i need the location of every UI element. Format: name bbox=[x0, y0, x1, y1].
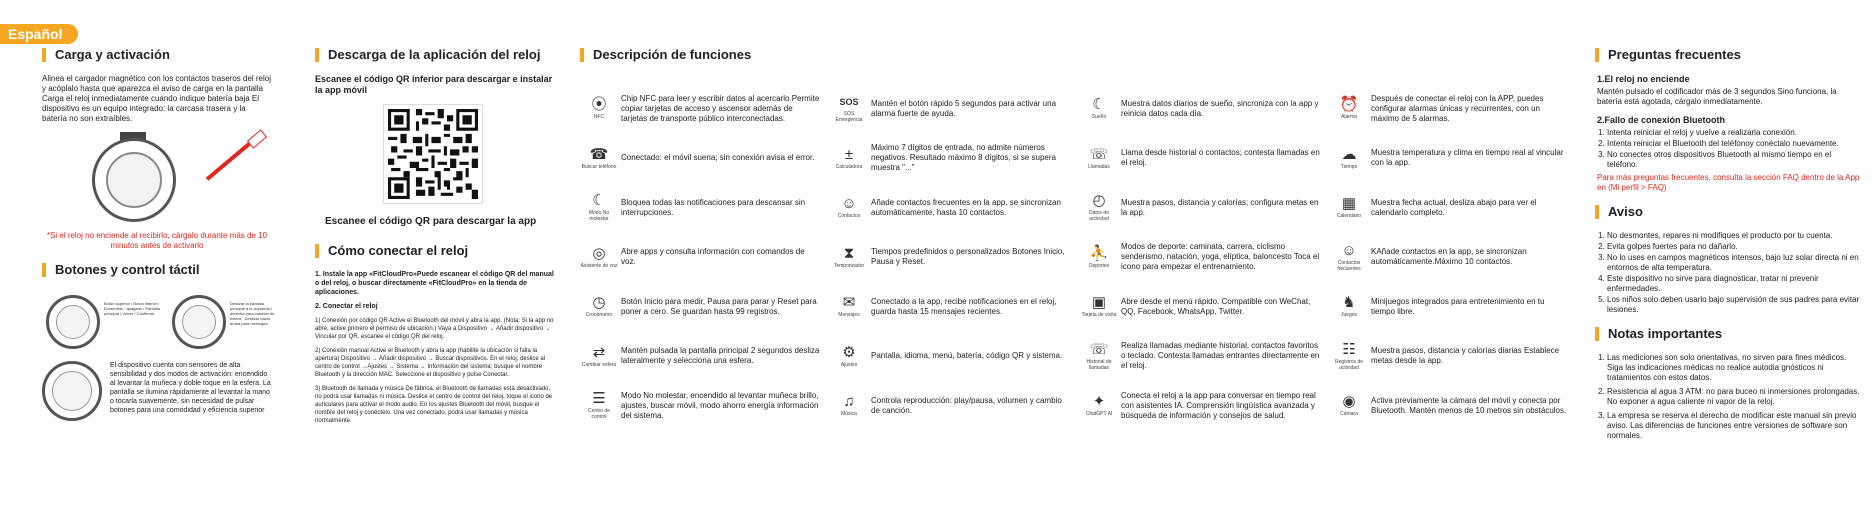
function-icon bbox=[830, 196, 868, 219]
function-glyph-icon: ☰ bbox=[592, 390, 606, 408]
function-icon bbox=[1330, 147, 1368, 170]
function-item bbox=[580, 332, 820, 382]
function-glyph-icon: ✉ bbox=[842, 294, 856, 312]
function-item bbox=[1080, 183, 1320, 233]
function-description: Realiza llamadas mediante historial, contactos favoritos o teclado. Contesta llamadas entrantes directamente en el reloj. bbox=[1121, 341, 1320, 371]
buttons-note-right: Deslizar la pantalla principal a la izquierda / derecha para cambiar de esfera · Deslizar hacia arriba para mensajes bbox=[230, 301, 275, 326]
list-item: 2. Evita golpes fuertes para no dañarlo. bbox=[1607, 242, 1860, 252]
function-description: Máximo 7 dígitos de entrada, no admite números negativos. Resultado máximo 8 dígitos, si se supera muestra "..." bbox=[871, 143, 1056, 173]
function-caption: Modo No molestar bbox=[588, 210, 610, 223]
function-glyph-icon: ☏ bbox=[1089, 340, 1109, 358]
function-glyph-icon: ⚙ bbox=[842, 343, 856, 361]
list-item: 3. No lo uses en campos magnéticos intensos, bajo luz solar directa ni en entornos de alta temperatura. bbox=[1607, 253, 1860, 273]
charging-text: Alinea el cargador magnético con los contactos traseros del reloj y acóplalo hasta que aparezca el aviso de carga en la pantalla Carga el reloj inmediatamente cuando indique batería baja El dispositivo es un equipo integrado: la carcasa trasera y la batería no son extraíbles. bbox=[42, 74, 272, 123]
function-glyph-icon: ☏ bbox=[1089, 145, 1109, 163]
function-item bbox=[1080, 84, 1320, 134]
function-item bbox=[830, 381, 1070, 431]
function-glyph-icon: ☁ bbox=[1341, 145, 1357, 163]
function-caption: Cámara bbox=[1340, 411, 1358, 418]
function-caption: Contactos frecuentes bbox=[1337, 259, 1361, 272]
connect-step1: 1. Instale la app «FitCloudPro»Puede escanear el código QR del manual o del reloj, o buscar directamente «FitCloudPro» en la tienda de aplicaciones. bbox=[315, 271, 554, 296]
function-icon bbox=[580, 391, 618, 420]
function-glyph-icon: ⏰ bbox=[1339, 96, 1359, 114]
connect-step2: 2. Conectar el reloj bbox=[315, 303, 378, 310]
function-item bbox=[830, 84, 1070, 134]
function-glyph-icon: ◉ bbox=[1342, 393, 1356, 411]
function-item bbox=[1330, 134, 1570, 184]
function-icon bbox=[1330, 196, 1368, 219]
function-description: Abre desde el menú rápido. Compatible con WeChat, QQ, Facebook, WhatsApp, Twitter. bbox=[1121, 296, 1311, 316]
function-glyph-icon: ☷ bbox=[1342, 340, 1356, 358]
function-icon bbox=[580, 147, 618, 170]
function-description: Conectado a la app, recibe notificaciones en el reloj, guarda hasta 15 mensajes recientes. bbox=[871, 296, 1057, 316]
function-caption: Historial de llamadas bbox=[1086, 358, 1112, 371]
function-caption: Temporizador bbox=[833, 262, 865, 269]
function-description: Conectado: el móvil suena; sin conexión avisa el error. bbox=[621, 153, 815, 163]
function-description: Pantalla, idioma, menú, batería, código QR y sistema. bbox=[871, 351, 1063, 361]
buttons-illustration bbox=[42, 289, 275, 359]
function-description: Llama desde historial o contactos; contesta llamadas en el reloj. bbox=[1121, 148, 1320, 168]
function-item bbox=[830, 183, 1070, 233]
function-caption: Asistente de voz bbox=[580, 262, 618, 269]
function-description: Muestra fecha actual, desliza abajo para ver el calendario completo. bbox=[1371, 197, 1537, 217]
charging-column bbox=[42, 47, 275, 421]
faq-question-1: 1.El reloj no enciende bbox=[1597, 74, 1690, 84]
function-icon bbox=[830, 147, 868, 170]
function-icon bbox=[830, 345, 868, 368]
function-caption: Ajustes bbox=[840, 361, 858, 368]
download-subtitle: Escanee el código QR inferior para descargar e instalar la app móvil bbox=[315, 74, 553, 95]
function-caption: Cronómetro bbox=[585, 312, 613, 319]
connect-manual-text: 2) Conexión manual Active el Bluetooth y abra la app (habilite la ubicación si falla la apertura) Dispositivo → Añadir dispositivo → Buscar dispositivos. En el reloj, deslice al centro de control →Ajustes → Sistema → Información del sistema; busque el nombre Bluetooth y la dirección MAC. Seleccione el dispositivo y pulse Conectar. bbox=[315, 348, 546, 378]
function-item bbox=[580, 282, 820, 332]
buttons-text: El dispositivo cuenta con sensores de alta sensibilidad y dos modos de activación: encendido al levantar la muñeca y doble toque en la esfera. La pantalla se ilumina rápidamente al levantar la mano o tocarla suavemente, sin necesidad de pulsar botones para una comodidad y eficiencia superior bbox=[110, 362, 271, 414]
function-caption: Juegos bbox=[1340, 312, 1358, 319]
list-item: 2. Resistencia al agua 3 ATM: no para buceo ni inmersiones prolongadas. No exponer a agua caliente ni vapor de la reloj. bbox=[1607, 387, 1860, 407]
functions-title: Descripción de funciones bbox=[580, 48, 1570, 62]
faq-more-link: Para más preguntas frecuentes, consulta la sección FAQ dentro de la App en (Mi perfil > FAQ) bbox=[1597, 173, 1860, 192]
charging-title: Carga y activación bbox=[42, 48, 272, 62]
function-glyph-icon: ♞ bbox=[1342, 294, 1356, 312]
function-caption: Contactos bbox=[837, 213, 861, 220]
function-description: Tiempos predefinidos o personalizados Botones Inicio, Pausa y Reset. bbox=[871, 247, 1065, 267]
function-description: Muestra pasos, distancia y calorías; configura metas en la app. bbox=[1121, 197, 1319, 217]
function-description: Modos de deporte: caminata, carrera, ciclismo senderismo, natación, yoga, elíptica, baloncesto Toca el icono para empezar el entrenamiento. bbox=[1121, 242, 1320, 272]
function-caption: Registros de actividad bbox=[1334, 358, 1364, 371]
function-glyph-icon: ✦ bbox=[1092, 393, 1106, 411]
function-icon bbox=[830, 94, 868, 123]
function-icon bbox=[1330, 97, 1368, 120]
buttons-note-left: Botón superior / Botón inferior / Encendido · apagado / Pantalla principal / Volver / Confirmar bbox=[104, 301, 160, 316]
function-glyph-icon: ☎ bbox=[589, 145, 609, 163]
function-glyph-icon: ▦ bbox=[1341, 195, 1357, 213]
function-glyph-icon: ♫ bbox=[843, 393, 855, 411]
notes-title: Notas importantes bbox=[1595, 327, 1860, 341]
functions-grid bbox=[580, 84, 1570, 431]
function-caption: Música bbox=[841, 411, 857, 418]
function-item bbox=[580, 84, 820, 134]
function-caption: Centro de control bbox=[588, 408, 610, 421]
function-glyph-icon: ⧗ bbox=[843, 244, 855, 262]
function-icon bbox=[1330, 394, 1368, 417]
function-description: Controla reproducción: play/pausa, volumen y cambio de canción. bbox=[871, 395, 1062, 415]
function-item bbox=[830, 134, 1070, 184]
buttons-title: Botones y control táctil bbox=[42, 263, 272, 277]
function-icon bbox=[1330, 243, 1368, 272]
function-item bbox=[1080, 134, 1320, 184]
connect-audio-text: 3) Bluetooth de llamada y música De fábrica, el Bluetooth de llamadas está desactivado, no podrá usar llamadas ni música. Deslice el centro de control del reloj, toque el icono de auriculares para activar el modo audio. En los ajustes Bluetooth del móvil, busque el nombre del reloj y conéctelo. Una vez conectado, podrá usar llamadas y música normalmente. bbox=[315, 386, 553, 424]
charging-illustration bbox=[80, 132, 260, 227]
function-caption: ChatGPT AI bbox=[1085, 411, 1113, 418]
function-item bbox=[1330, 233, 1570, 283]
function-glyph-icon: ☺ bbox=[1341, 241, 1357, 259]
function-item bbox=[830, 233, 1070, 283]
function-description: Muestra datos diarios de sueño, sincroniza con la app y reinicia datos cada día. bbox=[1121, 98, 1319, 118]
faq-answer-1: Mantén pulsado el codificador más de 3 segundos Sino funciona, la batería está agotada, cárgalo inmediatamente. bbox=[1597, 87, 1837, 106]
function-caption: Sueño bbox=[1091, 114, 1107, 121]
function-item bbox=[1330, 332, 1570, 382]
function-icon bbox=[830, 295, 868, 318]
function-description: Abre apps y consulta información con comandos de voz. bbox=[621, 247, 805, 267]
list-item: 5. Los niños solo deben usarlo bajo supervisión de sus padres para evitar lesiones. bbox=[1607, 295, 1860, 315]
function-caption: SOS Emergencia bbox=[835, 111, 863, 124]
function-caption: Deportes bbox=[1088, 262, 1110, 269]
list-item: 2. Intenta reiniciar el Bluetooth del teléfonoy conéctalo nuevamente. bbox=[1607, 139, 1860, 149]
function-icon bbox=[1080, 246, 1118, 269]
faq-answer-2-list bbox=[1595, 128, 1860, 170]
function-icon bbox=[1080, 193, 1118, 222]
function-description: Después de conectar el reloj con la APP, puedes configurar alarmas únicas y recurrentes, con un máximo de 5 alarmas. bbox=[1371, 93, 1544, 123]
function-glyph-icon: ◴ bbox=[1092, 192, 1106, 210]
function-icon bbox=[1080, 394, 1118, 417]
function-glyph-icon: ☺ bbox=[841, 195, 857, 213]
function-glyph-icon: ⛹ bbox=[1089, 244, 1109, 262]
function-item bbox=[580, 134, 820, 184]
faq-column bbox=[1595, 48, 1860, 442]
faq-question-2: 2.Fallo de conexión Bluetooth bbox=[1597, 115, 1726, 125]
function-item bbox=[1330, 381, 1570, 431]
function-glyph-icon: ☾ bbox=[1092, 96, 1106, 114]
language-tag: Español bbox=[0, 24, 78, 44]
function-caption: Buscar teléfono bbox=[581, 163, 617, 170]
function-description: Mantén el botón rápido 5 segundos para activar una alarma fuerte de ayuda. bbox=[871, 98, 1057, 118]
function-caption: Alarma bbox=[1341, 114, 1357, 121]
function-caption: Cambiar esfera bbox=[581, 361, 617, 368]
function-glyph-icon: ◷ bbox=[592, 294, 606, 312]
function-glyph-icon: ⦿ bbox=[591, 96, 607, 114]
function-icon bbox=[1330, 295, 1368, 318]
function-caption: Calendario bbox=[1336, 213, 1362, 220]
list-item: 1. No desmontes, repares ni modifiques el producto por tu cuenta. bbox=[1607, 231, 1860, 241]
function-caption: Tarjeta de visita bbox=[1081, 312, 1117, 319]
function-item bbox=[1080, 332, 1320, 382]
function-description: Muestra temperatura y clima en tiempo real al vincular con la app. bbox=[1371, 148, 1564, 168]
function-description: Mantén pulsada la pantalla principal 2 segundos desliza lateralmente y selecciona una esfera. bbox=[621, 346, 820, 366]
function-item bbox=[830, 332, 1070, 382]
function-item bbox=[1080, 233, 1320, 283]
function-icon bbox=[1080, 97, 1118, 120]
function-icon bbox=[1330, 342, 1368, 371]
function-caption: Calculadora bbox=[835, 163, 863, 170]
function-icon bbox=[580, 193, 618, 222]
function-item bbox=[1330, 282, 1570, 332]
function-icon bbox=[580, 97, 618, 120]
function-glyph-icon: ± bbox=[844, 145, 854, 163]
notes-list bbox=[1595, 353, 1860, 441]
function-description: Conecta el reloj a la app para conversar en tiempo real con asistentes IA. Comprensión lingüística avanzada y búsqueda de información y consejos de salud. bbox=[1121, 390, 1316, 420]
function-description: Añade contactos frecuentes en la app, se sincronizan automáticamente, hasta 10 contactos. bbox=[871, 197, 1061, 217]
function-item bbox=[1330, 84, 1570, 134]
function-item bbox=[830, 282, 1070, 332]
function-caption: Datos de actividad bbox=[1088, 210, 1109, 223]
download-title: Descarga de la aplicación del reloj bbox=[315, 48, 555, 62]
function-item bbox=[580, 183, 820, 233]
warning-title: Aviso bbox=[1595, 205, 1860, 219]
functions-section bbox=[580, 47, 1570, 421]
connect-title: Cómo conectar el reloj bbox=[315, 244, 555, 258]
function-glyph-icon: SOS bbox=[839, 97, 859, 108]
qr-caption: Escanee el código QR para descargar la app bbox=[325, 216, 537, 227]
function-glyph-icon: ☾ bbox=[592, 192, 606, 210]
list-item: 1. Intenta reiniciar el reloj y vuelve a realizarla conexión. bbox=[1607, 128, 1860, 138]
download-column bbox=[315, 48, 555, 425]
function-icon bbox=[830, 394, 868, 417]
function-item bbox=[580, 381, 820, 431]
faq-title: Preguntas frecuentes bbox=[1595, 48, 1860, 62]
function-description: Bloquea todas las notificaciones para descansar sin interrupciones. bbox=[621, 197, 806, 217]
qr-code bbox=[383, 104, 483, 204]
function-icon bbox=[580, 345, 618, 368]
function-icon bbox=[580, 246, 618, 269]
function-caption: Llamadas bbox=[1088, 163, 1110, 170]
list-item: 3. No conectes otros dispositivos Bluetooth al mismo tiempo en el teléfono. bbox=[1607, 150, 1860, 170]
function-description: Botón Inicio para medir, Pausa para parar y Reset para poner a cero. Se guardan hasta 99 registros. bbox=[621, 296, 817, 316]
function-icon bbox=[580, 295, 618, 318]
function-glyph-icon: ⇄ bbox=[592, 343, 606, 361]
function-description: Activa previamente la cámara del móvil y conecta por Bluetooth. Mantén menos de 10 metros sin obstáculos. bbox=[1371, 395, 1567, 415]
function-item bbox=[1080, 282, 1320, 332]
function-description: Modo No molestar, encendido al levantar muñeca brillo, ajustes, buscar móvil, modo ahorro energía información del sistema. bbox=[621, 390, 819, 420]
list-item: 4. Este dispositivo no sirve para diagnosticar, tratar ni prevenir enfermedades. bbox=[1607, 274, 1860, 294]
warning-list bbox=[1595, 231, 1860, 315]
function-caption: NFC bbox=[593, 114, 605, 121]
function-icon bbox=[1080, 295, 1118, 318]
function-glyph-icon: ▣ bbox=[1091, 294, 1107, 312]
function-description: KAñade contactos en la app, se sincronizan automáticamente.Máximo 10 contactos. bbox=[1371, 247, 1527, 267]
function-description: Muestra pasos, distancia y calorías diarias Establece metas desde la app. bbox=[1371, 346, 1560, 366]
list-item: 3. La empresa se reserva el derecho de modificar este manual sin previo aviso. Las diferencias de funciones entre versiones de software son normales. bbox=[1607, 411, 1860, 441]
function-item bbox=[1330, 183, 1570, 233]
function-caption: Mensajes bbox=[838, 312, 860, 319]
function-glyph-icon: ◎ bbox=[592, 244, 606, 262]
function-caption: Tiempo bbox=[1340, 163, 1358, 170]
list-item: 1. Las mediciones son solo orientativas, no sirven para fines médicos. Siga las indicaciones médicas no realice autodia gnósticos ni tratamientos con estos datos. bbox=[1607, 353, 1860, 383]
function-icon bbox=[1080, 147, 1118, 170]
function-description: Chip NFC para leer y escribir datos al acercarlo Permite copiar tarjetas de acceso y ascensor además de tarjetas de transporte público interconectadas. bbox=[621, 93, 820, 123]
function-icon bbox=[1080, 342, 1118, 371]
function-item bbox=[1080, 381, 1320, 431]
function-description: Minijuegos integrados para entretenimiento en tu tiempo libre. bbox=[1371, 296, 1545, 316]
connect-qr-text: 1) Conexión por código QR Active el Bluetooth del móvil y abra la app. (Nota: Si la app no abre, active primero el permiso de ubicación.) Vaya a Dispositivo → Añadir dispositivo → Vincular por QR, escanee el código QR del reloj. bbox=[315, 318, 554, 340]
function-icon bbox=[830, 246, 868, 269]
charging-warning: *Si el reloj no enciende al recibirlo, cárgalo durante más de 10 minutos antes de activarlo bbox=[46, 231, 268, 250]
function-item bbox=[580, 233, 820, 283]
